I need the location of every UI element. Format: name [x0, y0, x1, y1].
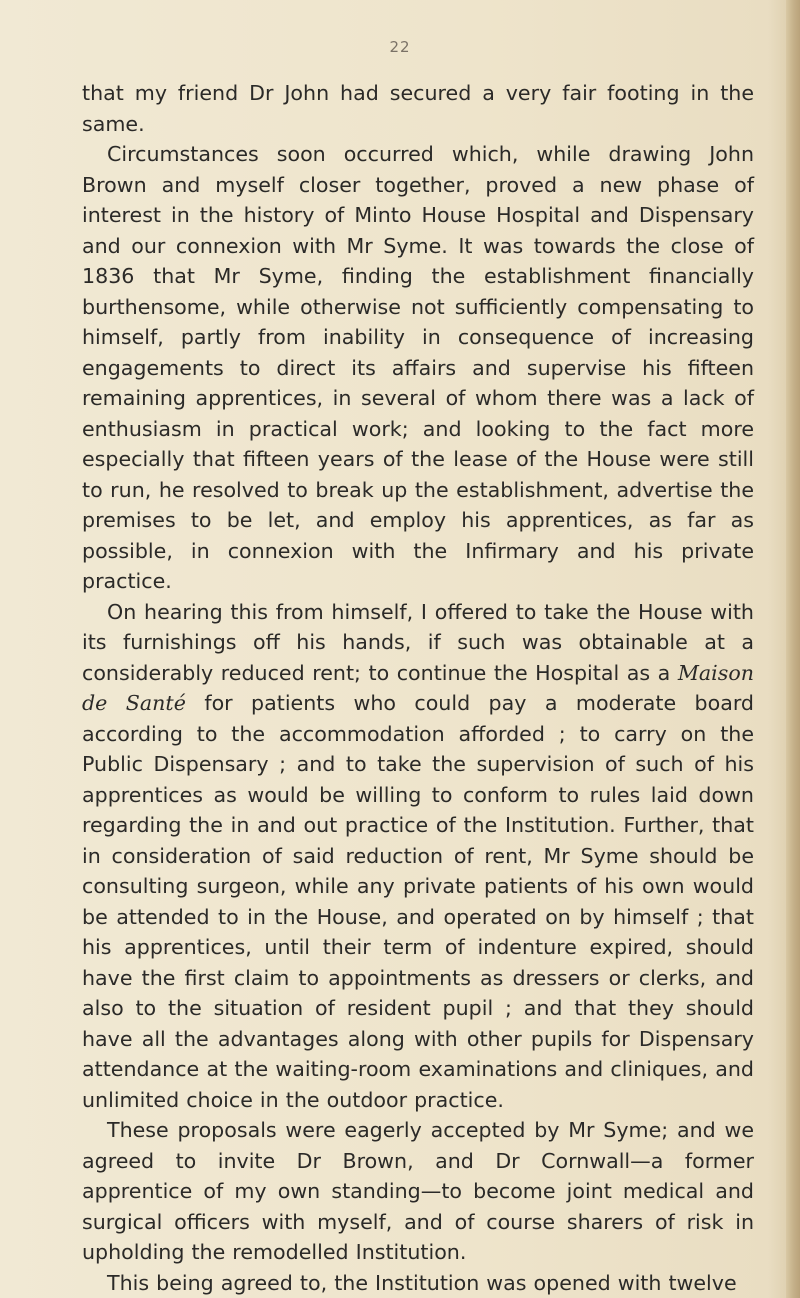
paragraph-5: This being agreed to, the Institution was opened with twelve [107, 1270, 737, 1295]
body-text [82, 78, 754, 1298]
page-edge [786, 0, 800, 1298]
page-number: 22 [389, 38, 411, 56]
paragraph-3-start: On hearing this from himself, I offered to take the House with its furnishings off his hands, if such was obtainable at a considerably reduced rent; to continue the Hospital as a [82, 599, 754, 685]
paragraph-4: These proposals were eagerly accepted by Mr Syme; and we agreed to invite Dr Brown, and Dr Cornwall—a former apprentice of my own standing—to become joint medical and surgical officers with myself, and of course sharers of risk in upholding the remodelled Institution. [82, 1118, 754, 1264]
paragraph-1: that my friend Dr John had secured a very fair footing in the same. [82, 81, 754, 136]
paragraph-3 [82, 597, 754, 1116]
paragraph-3-end: for patients who could pay a moderate board according to the accommodation afforded ; to carry on the Public Dispensary ; and to take the supervision of such of his apprentices as would be willing to conform to rules laid down regarding the in and out practice of the Institution. Further, that in consideration of said reduction of rent, Mr Syme should be consulting surgeon, while any private patients of his own would be attended to in the House, and operated on by himself ; that his apprentices, until their term of indenture expired, should have the first claim to appointments as dressers or clerks, and also to the situation of resident pupil ; and that they should have all the advantages along with other pupils for Dispensary attendance at the waiting-room examinations and cliniques, and unlimited choice in the outdoor practice. [82, 691, 755, 1112]
maison-de-sante-italic: Maison de Santé [82, 660, 754, 715]
paragraph-2: Circumstances soon occurred which, while drawing John Brown and myself closer together, proved a new phase of interest in the history of Minto House Hospital and Dispensary and our connexion with Mr Syme. It was towards the close of 1836 that Mr Syme, finding the establishment financially burthensome, while otherwise not sufficiently compensating to himself, partly from inability in consequence of increasing engagements to direct its affairs and supervise his fifteen remaining apprentices, in several of whom there was a lack of enthusiasm in practical work; and looking to the fact more especially that fifteen years of the lease of the House were still to run, he resolved to break up the establishment, advertise the premises to be let, and employ his apprentices, as far as possible, in connexion with the Infirmary and his private practice. [82, 142, 754, 593]
